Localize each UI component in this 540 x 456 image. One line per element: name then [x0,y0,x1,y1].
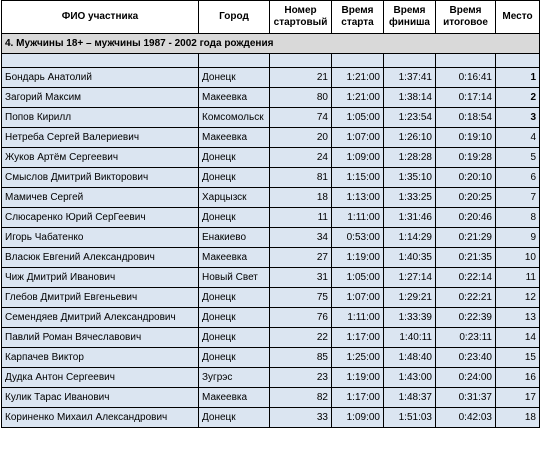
cell-name: Семендяев Дмитрий Александрович [2,308,199,328]
cell-place: 3 [496,108,540,128]
table-row [2,248,540,268]
cell-finish: 1:26:10 [384,128,436,148]
header-row [2,1,540,34]
cell-bib: 34 [270,228,332,248]
cell-total: 0:20:25 [436,188,496,208]
cell-city: Донецк [199,328,270,348]
cell-bib: 18 [270,188,332,208]
cell-total: 0:21:35 [436,248,496,268]
cell-name: Мамичев Сергей [2,188,199,208]
group-title: 4. Мужчины 18+ – мужчины 1987 - 2002 года рождения [2,34,540,54]
cell-place: 6 [496,168,540,188]
cell-finish: 1:14:29 [384,228,436,248]
cell-city: Комсомольск [199,108,270,128]
cell-bib: 33 [270,408,332,428]
cell-finish: 1:31:46 [384,208,436,228]
cell-total: 0:17:14 [436,88,496,108]
cell-finish: 1:33:25 [384,188,436,208]
table-row [2,348,540,368]
cell-total: 0:18:54 [436,108,496,128]
cell-name: Жуков Артём Сергеевич [2,148,199,168]
table-row [2,128,540,148]
cell-total: 0:21:29 [436,228,496,248]
cell-finish: 1:37:41 [384,68,436,88]
header-start: Время старта [332,1,384,34]
cell-start: 1:11:00 [332,308,384,328]
cell-start: 1:05:00 [332,108,384,128]
cell-start: 1:17:00 [332,388,384,408]
cell-city: Донецк [199,148,270,168]
table-row [2,388,540,408]
cell-name: Карпачев Виктор [2,348,199,368]
cell-name: Попов Кирилл [2,108,199,128]
cell-start: 1:15:00 [332,168,384,188]
table-row [2,228,540,248]
header-place: Место [496,1,540,34]
cell-place: 11 [496,268,540,288]
cell-bib: 76 [270,308,332,328]
table-row [2,208,540,228]
table-row [2,148,540,168]
cell-place: 16 [496,368,540,388]
cell-total: 0:19:28 [436,148,496,168]
cell-start: 1:21:00 [332,68,384,88]
table-row [2,88,540,108]
cell-finish: 1:23:54 [384,108,436,128]
spacer-row [2,54,540,68]
cell-finish: 1:40:35 [384,248,436,268]
header-name: ФИО участника [2,1,199,34]
table-row [2,408,540,428]
cell-name: Бондарь Анатолий [2,68,199,88]
cell-city: Енакиево [199,228,270,248]
cell-place: 18 [496,408,540,428]
cell-place: 7 [496,188,540,208]
cell-bib: 85 [270,348,332,368]
cell-bib: 31 [270,268,332,288]
cell-name: Дудка Антон Сергеевич [2,368,199,388]
cell-city: Зугрэс [199,368,270,388]
cell-finish: 1:29:21 [384,288,436,308]
cell-city: Донецк [199,208,270,228]
results-table [1,0,540,428]
header-finish: Время финиша [384,1,436,34]
cell-total: 0:20:46 [436,208,496,228]
cell-total: 0:16:41 [436,68,496,88]
cell-city: Макеевка [199,388,270,408]
cell-start: 0:53:00 [332,228,384,248]
cell-city: Донецк [199,168,270,188]
cell-finish: 1:28:28 [384,148,436,168]
cell-start: 1:19:00 [332,368,384,388]
table-row [2,328,540,348]
cell-bib: 74 [270,108,332,128]
cell-start: 1:09:00 [332,408,384,428]
cell-finish: 1:51:03 [384,408,436,428]
table-row [2,308,540,328]
table-row [2,68,540,88]
table-row [2,268,540,288]
cell-name: Чиж Дмитрий Иванович [2,268,199,288]
cell-finish: 1:27:14 [384,268,436,288]
cell-total: 0:42:03 [436,408,496,428]
cell-city: Макеевка [199,88,270,108]
cell-city: Донецк [199,408,270,428]
cell-finish: 1:35:10 [384,168,436,188]
group-row [2,34,540,54]
cell-start: 1:09:00 [332,148,384,168]
cell-finish: 1:48:37 [384,388,436,408]
cell-bib: 21 [270,68,332,88]
cell-place: 9 [496,228,540,248]
cell-bib: 27 [270,248,332,268]
cell-bib: 82 [270,388,332,408]
cell-total: 0:20:10 [436,168,496,188]
cell-name: Смыслов Дмитрий Викторович [2,168,199,188]
cell-city: Новый Свет [199,268,270,288]
cell-total: 0:23:11 [436,328,496,348]
table-row [2,108,540,128]
cell-start: 1:07:00 [332,128,384,148]
cell-place: 8 [496,208,540,228]
cell-total: 0:24:00 [436,368,496,388]
cell-place: 10 [496,248,540,268]
cell-name: Игорь Чабатенко [2,228,199,248]
cell-city: Донецк [199,308,270,328]
cell-place: 17 [496,388,540,408]
cell-start: 1:07:00 [332,288,384,308]
cell-bib: 23 [270,368,332,388]
cell-place: 4 [496,128,540,148]
cell-total: 0:31:37 [436,388,496,408]
header-city: Город [199,1,270,34]
cell-city: Донецк [199,288,270,308]
table-row [2,168,540,188]
table-row [2,368,540,388]
cell-place: 13 [496,308,540,328]
cell-name: Власюк Евгений Александрович [2,248,199,268]
header-total: Время итоговое [436,1,496,34]
cell-place: 12 [496,288,540,308]
cell-total: 0:19:10 [436,128,496,148]
cell-finish: 1:38:14 [384,88,436,108]
cell-name: Загорий Максим [2,88,199,108]
cell-bib: 22 [270,328,332,348]
cell-total: 0:22:21 [436,288,496,308]
cell-start: 1:13:00 [332,188,384,208]
cell-place: 2 [496,88,540,108]
cell-name: Кулик Тарас Иванович [2,388,199,408]
cell-start: 1:05:00 [332,268,384,288]
cell-place: 1 [496,68,540,88]
cell-name: Глебов Дмитрий Евгеньевич [2,288,199,308]
cell-city: Макеевка [199,248,270,268]
table-row [2,188,540,208]
cell-place: 14 [496,328,540,348]
cell-bib: 24 [270,148,332,168]
cell-total: 0:22:14 [436,268,496,288]
cell-bib: 20 [270,128,332,148]
cell-name: Нетреба Сергей Валериевич [2,128,199,148]
cell-name: Павлий Роман Вячеславович [2,328,199,348]
cell-place: 5 [496,148,540,168]
cell-finish: 1:43:00 [384,368,436,388]
cell-start: 1:11:00 [332,208,384,228]
cell-city: Донецк [199,68,270,88]
cell-bib: 80 [270,88,332,108]
cell-city: Макеевка [199,128,270,148]
cell-bib: 11 [270,208,332,228]
cell-finish: 1:40:11 [384,328,436,348]
cell-place: 15 [496,348,540,368]
cell-city: Харцызск [199,188,270,208]
cell-start: 1:17:00 [332,328,384,348]
cell-start: 1:21:00 [332,88,384,108]
table-row [2,288,540,308]
cell-finish: 1:33:39 [384,308,436,328]
cell-name: Кориненко Михаил Александрович [2,408,199,428]
cell-bib: 75 [270,288,332,308]
cell-total: 0:22:39 [436,308,496,328]
cell-start: 1:25:00 [332,348,384,368]
cell-total: 0:23:40 [436,348,496,368]
cell-start: 1:19:00 [332,248,384,268]
header-bib: Номер стартовый [270,1,332,34]
cell-finish: 1:48:40 [384,348,436,368]
cell-city: Донецк [199,348,270,368]
cell-bib: 81 [270,168,332,188]
cell-name: Слюсаренко Юрий СерГеевич [2,208,199,228]
